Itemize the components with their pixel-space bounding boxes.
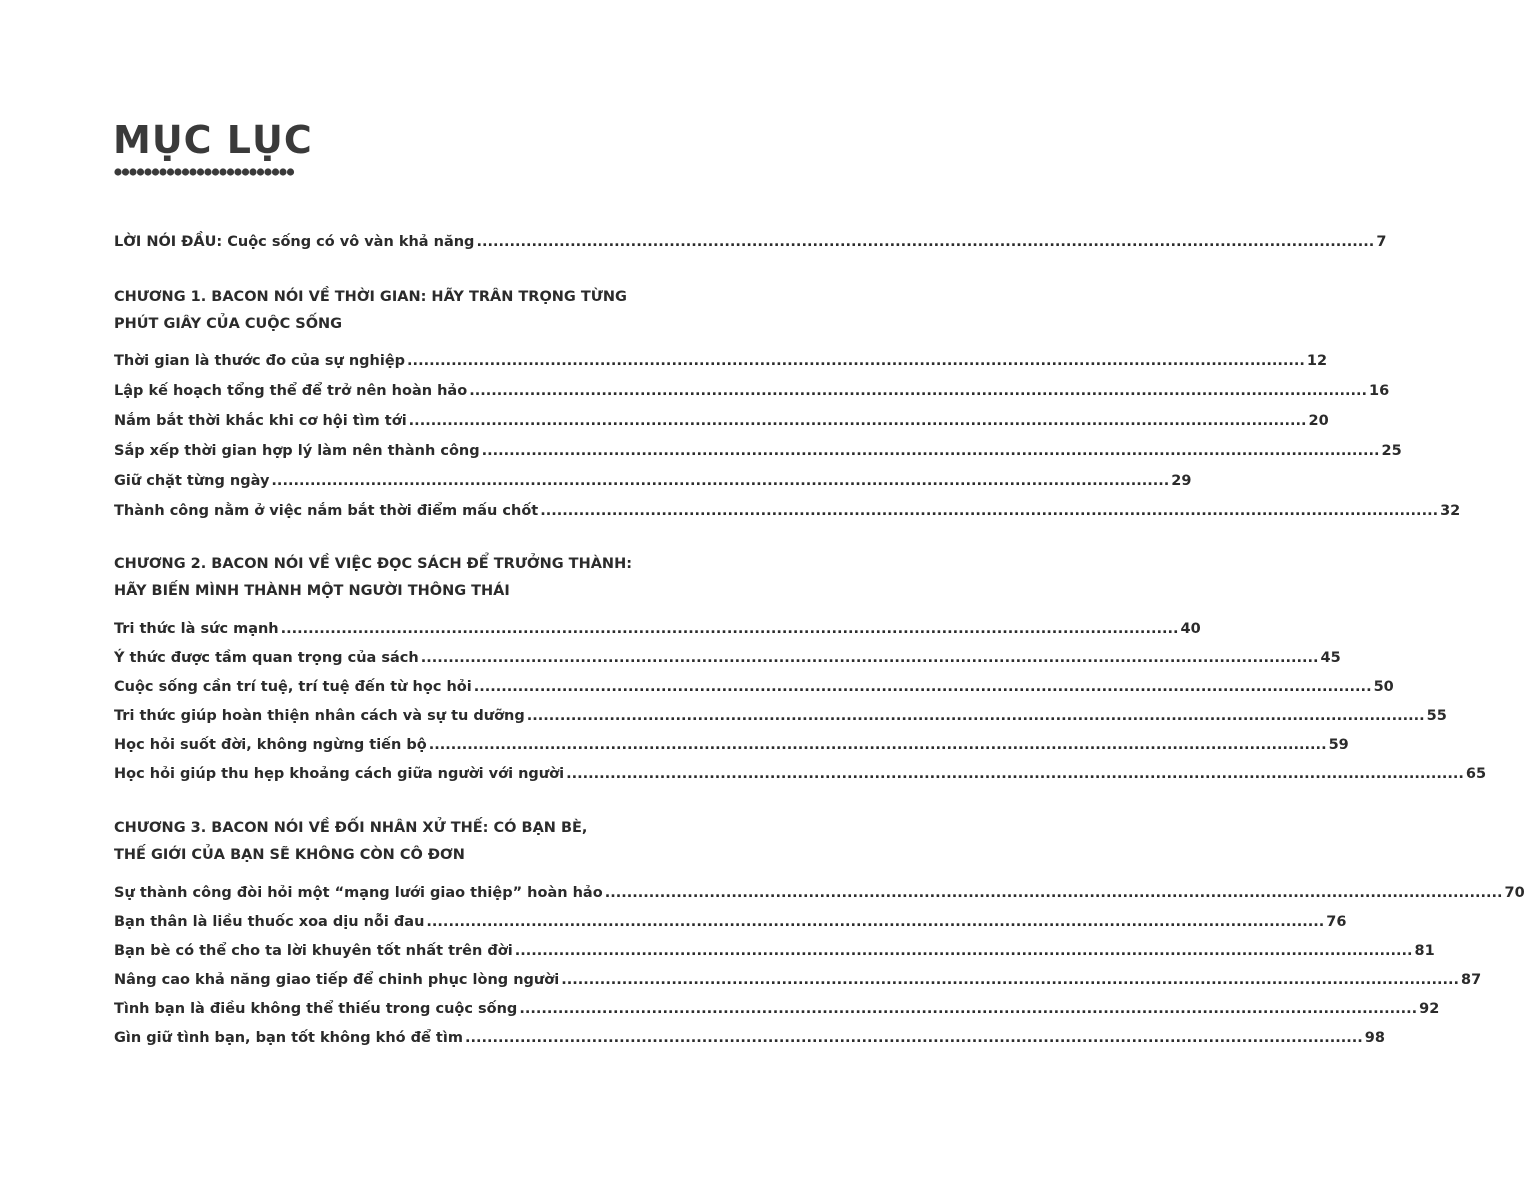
- dot-leader: ...................................................................................................................................................................: [561, 972, 1460, 988]
- entry-page-number: 7: [1376, 234, 1387, 250]
- dot-leader: ...................................................................................................................................................................: [420, 650, 1319, 666]
- entry-title: Học hỏi giúp thu hẹp khoảng cách giữa người với người: [114, 766, 565, 782]
- dot-leader: ...................................................................................................................................................................: [428, 737, 1327, 753]
- entry-title: Bạn thân là liều thuốc xoa dịu nỗi đau: [114, 914, 425, 930]
- toc-entry[interactable]: [114, 914, 1347, 930]
- entry-title: Lập kế hoạch tổng thể để trở nên hoàn hảo: [114, 383, 468, 399]
- entry-title: Tình bạn là điều không thể thiếu trong cuộc sống: [114, 1001, 518, 1017]
- chapter-heading-line: HÃY BIẾN MÌNH THÀNH MỘT NGƯỜI THÔNG THÁI: [114, 583, 510, 599]
- page-title: MỤC LỤC: [113, 118, 313, 162]
- dot-leader: ...................................................................................................................................................................: [481, 443, 1380, 459]
- entry-title: Tri thức giúp hoàn thiện nhân cách và sự tu dưỡng: [114, 708, 525, 724]
- toc-entry-preface[interactable]: [114, 234, 1387, 250]
- entry-page-number: 76: [1326, 914, 1347, 930]
- dot-leader: ...................................................................................................................................................................: [407, 353, 1305, 369]
- entry-page-number: 55: [1426, 708, 1447, 724]
- entry-title: Cuộc sống cần trí tuệ, trí tuệ đến từ học hỏi: [114, 679, 472, 695]
- entry-page-number: 45: [1320, 650, 1341, 666]
- dot-leader: ...................................................................................................................................................................: [476, 234, 1375, 250]
- entry-page-number: 70: [1504, 885, 1525, 901]
- entry-title: Nâng cao khả năng giao tiếp để chinh phục lòng người: [114, 972, 560, 988]
- dot-leader: ...................................................................................................................................................................: [473, 679, 1372, 695]
- chapter-heading-line: THẾ GIỚI CỦA BẠN SẼ KHÔNG CÒN CÔ ĐƠN: [114, 847, 465, 863]
- toc-entry[interactable]: [114, 383, 1390, 399]
- toc-entry[interactable]: [114, 1030, 1385, 1046]
- entry-title: Giữ chặt từng ngày: [114, 473, 270, 489]
- dot-leader: ...................................................................................................................................................................: [280, 621, 1179, 637]
- entry-page-number: 20: [1308, 413, 1329, 429]
- chapter-heading[interactable]: [114, 551, 674, 605]
- dot-leader: ...................................................................................................................................................................: [566, 766, 1464, 782]
- entry-title: Gìn giữ tình bạn, bạn tốt không khó để tìm: [114, 1030, 463, 1046]
- toc-entry[interactable]: [114, 443, 1402, 459]
- entry-title: Nắm bắt thời khắc khi cơ hội tìm tới: [114, 413, 407, 429]
- dot-leader: ...................................................................................................................................................................: [519, 1001, 1418, 1017]
- entry-page-number: 59: [1328, 737, 1349, 753]
- entry-title: Bạn bè có thể cho ta lời khuyên tốt nhất trên đời: [114, 943, 513, 959]
- entry-page-number: 12: [1306, 353, 1328, 369]
- entry-title: Thành công nằm ở việc nắm bắt thời điểm mấu chốt: [114, 503, 539, 519]
- dot-leader: ...................................................................................................................................................................: [540, 503, 1439, 519]
- dot-leader: ...................................................................................................................................................................: [604, 885, 1503, 901]
- chapter-heading-line: CHƯƠNG 3. BACON NÓI VỀ ĐỐI NHÂN XỬ THẾ: CÓ BẠN BÈ,: [114, 820, 588, 836]
- entry-page-number: 92: [1419, 1001, 1440, 1017]
- toc-entry[interactable]: [114, 1001, 1440, 1017]
- entry-page-number: 50: [1373, 679, 1394, 695]
- entry-page-number: 25: [1381, 443, 1402, 459]
- entry-title: Ý thức được tầm quan trọng của sách: [114, 650, 419, 666]
- entry-page-number: 16: [1369, 383, 1390, 399]
- dot-leader: ...................................................................................................................................................................: [526, 708, 1425, 724]
- toc-entry[interactable]: [114, 943, 1435, 959]
- toc-entry[interactable]: [114, 679, 1394, 695]
- chapter-heading[interactable]: [114, 815, 674, 869]
- decorative-dot-divider: [114, 168, 298, 176]
- entry-page-number: 29: [1171, 473, 1192, 489]
- dot-leader: ...................................................................................................................................................................: [514, 943, 1413, 959]
- chapter-heading-line: CHƯƠNG 2. BACON NÓI VỀ VIỆC ĐỌC SÁCH ĐỂ TRƯỞNG THÀNH:: [114, 556, 632, 572]
- entry-title: Sự thành công đòi hỏi một “mạng lưới giao thiệp” hoàn hảo: [114, 885, 603, 901]
- toc-entry[interactable]: [114, 737, 1349, 753]
- chapter-heading-line: CHƯƠNG 1. BACON NÓI VỀ THỜI GIAN: HÃY TRÂN TRỌNG TỪNG: [114, 289, 627, 305]
- toc-entry[interactable]: [114, 353, 1328, 369]
- dot-leader: ...................................................................................................................................................................: [271, 473, 1170, 489]
- entry-title: Sắp xếp thời gian hợp lý làm nên thành công: [114, 443, 480, 459]
- entry-page-number: 98: [1364, 1030, 1385, 1046]
- toc-entry[interactable]: [114, 650, 1341, 666]
- chapter-heading[interactable]: [114, 284, 674, 338]
- entry-page-number: 87: [1461, 972, 1482, 988]
- toc-entry[interactable]: [114, 473, 1192, 489]
- toc-entry[interactable]: [114, 972, 1482, 988]
- entry-page-number: 40: [1180, 621, 1201, 637]
- dot-leader: ...................................................................................................................................................................: [469, 383, 1368, 399]
- dot-leader: ...................................................................................................................................................................: [408, 413, 1307, 429]
- toc-entry[interactable]: [114, 503, 1461, 519]
- toc-entry[interactable]: [114, 885, 1525, 901]
- entry-page-number: 65: [1465, 766, 1487, 782]
- entry-page-number: 32: [1440, 503, 1461, 519]
- entry-page-number: 81: [1414, 943, 1435, 959]
- entry-title: Thời gian là thước đo của sự nghiệp: [114, 353, 406, 369]
- chapter-heading-line: PHÚT GIÂY CỦA CUỘC SỐNG: [114, 316, 343, 332]
- entry-title: Học hỏi suốt đời, không ngừng tiến bộ: [114, 737, 427, 753]
- dot-leader: ...................................................................................................................................................................: [464, 1030, 1363, 1046]
- dot-leader: ...................................................................................................................................................................: [426, 914, 1325, 930]
- toc-entry[interactable]: [114, 766, 1487, 782]
- toc-entry[interactable]: [114, 621, 1201, 637]
- entry-title: Tri thức là sức mạnh: [114, 621, 279, 637]
- toc-entry[interactable]: [114, 708, 1447, 724]
- toc-entry[interactable]: [114, 413, 1329, 429]
- entry-title: LỜI NÓI ĐẦU: Cuộc sống có vô vàn khả năng: [114, 234, 475, 250]
